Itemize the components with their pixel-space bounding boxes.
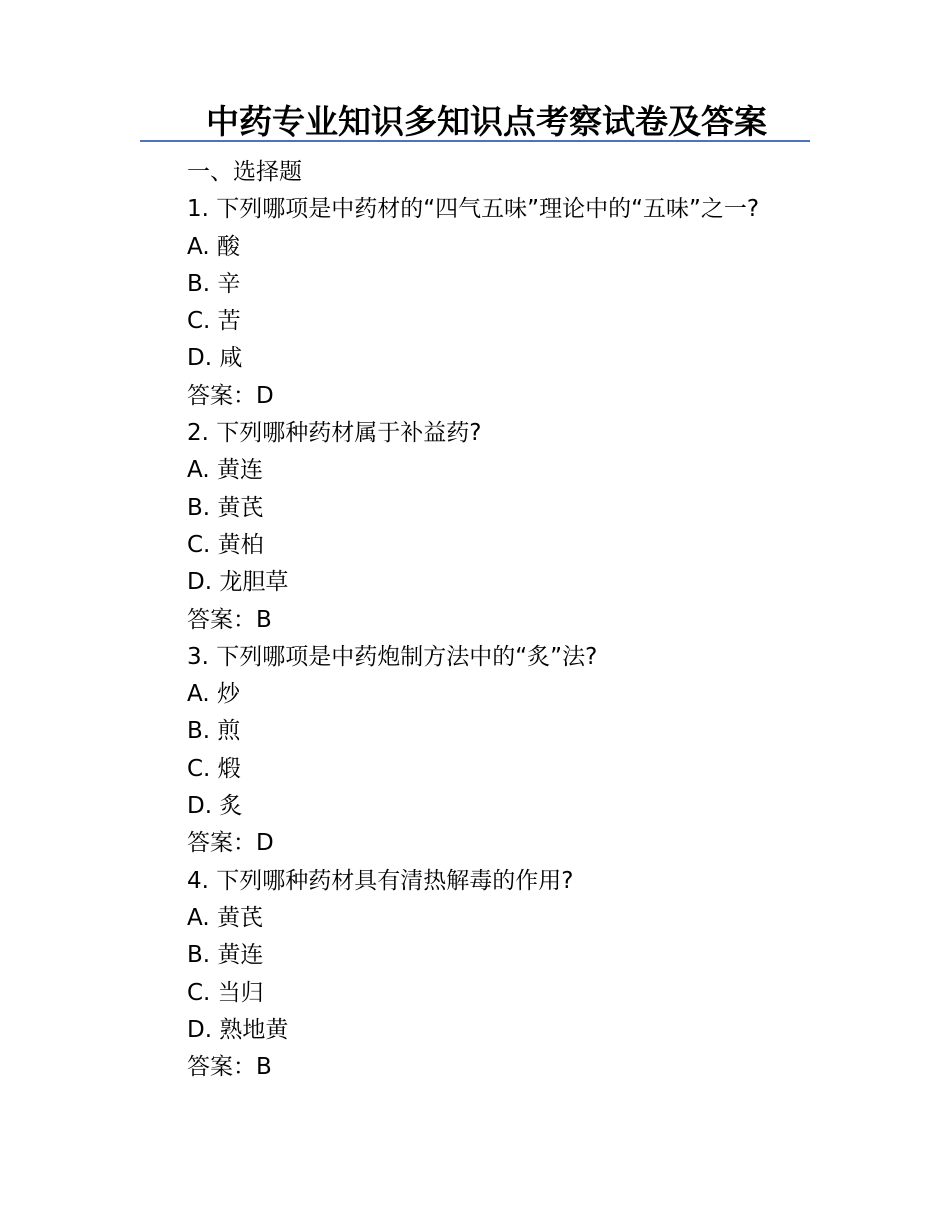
- answer-text: 答案：B: [187, 1054, 272, 1081]
- question-text: 2. 下列哪种药材属于补益药?: [187, 420, 482, 447]
- title-bar: [140, 100, 810, 142]
- document-body: [140, 154, 812, 1086]
- option-item: B. 辛: [187, 270, 241, 297]
- option-item: D. 炙: [187, 793, 243, 820]
- option-item: B. 煎: [187, 718, 241, 745]
- option-item: A. 酸: [187, 233, 240, 260]
- option-item: C. 煅: [187, 755, 241, 782]
- page-title: 中药专业知识多知识点考察试卷及答案: [206, 102, 767, 141]
- option-item: B. 黄连: [187, 942, 264, 969]
- answer-text: 答案：D: [187, 830, 274, 857]
- option-item: D. 龙胆草: [187, 569, 289, 596]
- option-item: C. 黄柏: [187, 531, 264, 558]
- option-item: A. 黄芪: [187, 904, 263, 931]
- option-item: D. 咸: [187, 345, 243, 372]
- section-heading: 一、选择题: [187, 159, 302, 185]
- answer-text: 答案：D: [187, 382, 274, 409]
- option-item: D. 熟地黄: [187, 1016, 289, 1043]
- answer-text: 答案：B: [187, 606, 272, 633]
- question-text: 4. 下列哪种药材具有清热解毒的作用?: [187, 867, 574, 894]
- question-text: 1. 下列哪项是中药材的“四气五味”理论中的“五味”之一?: [187, 196, 760, 223]
- option-item: A. 黄连: [187, 457, 263, 484]
- option-item: B. 黄芪: [187, 494, 264, 521]
- option-item: A. 炒: [187, 681, 240, 708]
- question-text: 3. 下列哪项是中药炮制方法中的“炙”法?: [187, 643, 598, 670]
- option-item: C. 苦: [187, 308, 241, 335]
- option-item: C. 当归: [187, 979, 264, 1006]
